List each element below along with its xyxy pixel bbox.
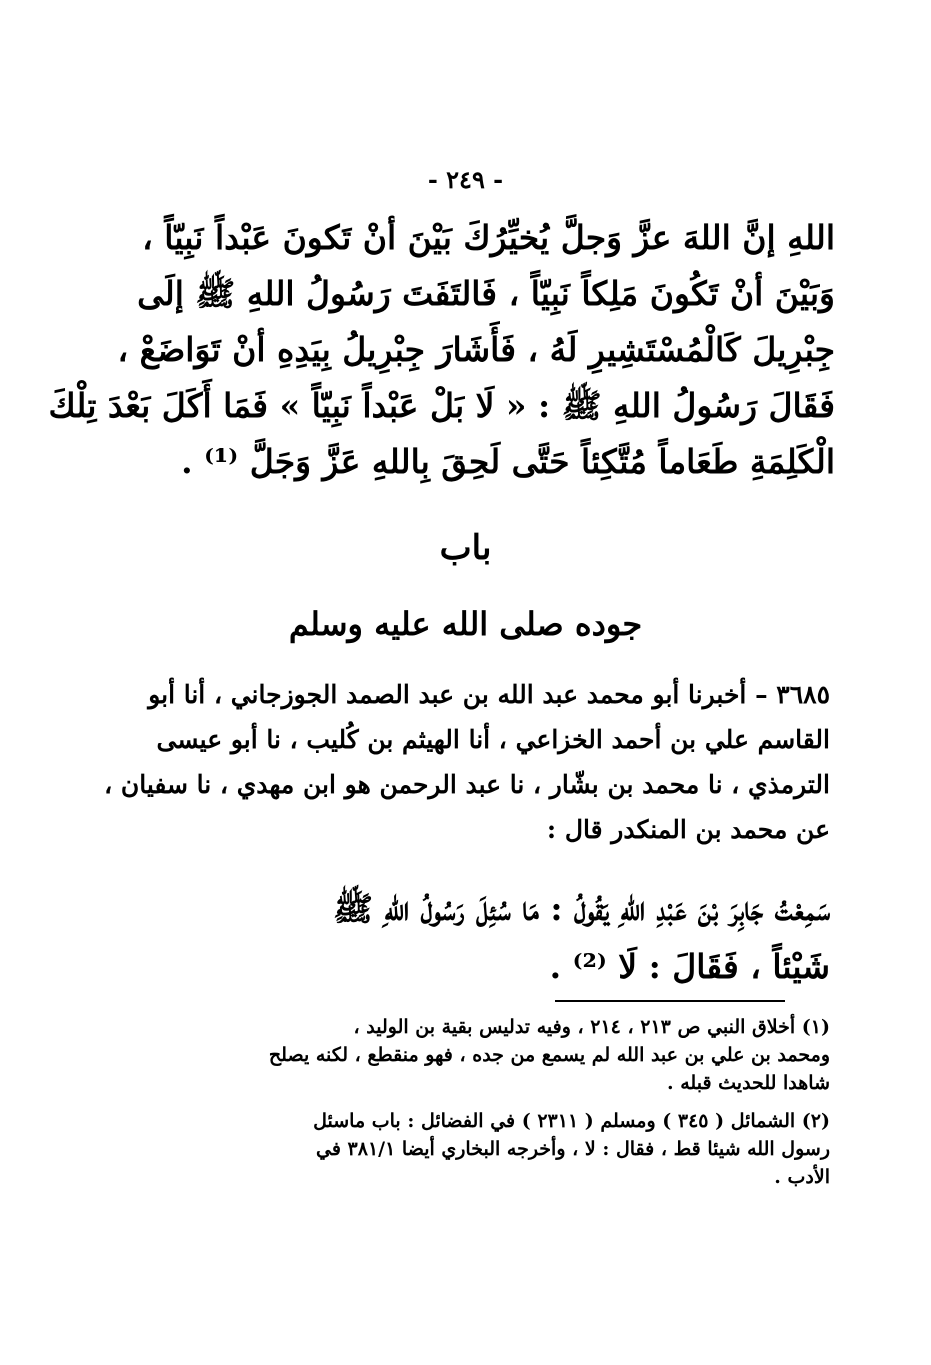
chapter-label: باب: [439, 528, 492, 568]
footnote-line: ومحمد بن علي بن عبد الله لم يسمع من جده ، فهو منقطع ، لكنه يصلح: [268, 1044, 830, 1066]
chapter-heading: جوده صلى الله عليه وسلم: [288, 605, 643, 643]
footnote-separator: [555, 1000, 785, 1002]
hadith-chain-of-narration: [104, 672, 830, 852]
main-text-line: فَقَالَ رَسُولُ اللهِ ﷺ : « لَا بَلْ عَبْداً نَبِيّاً » فَمَا أَكَلَ بَعْدَ تِلْكَ: [48, 386, 835, 425]
isnad-line: ٣٦٨٥ – أخبرنا أبو محمد عبد الله بن عبد الصمد الجوزجاني ، أنا أبو: [148, 680, 830, 709]
footnote-line: (١) أخلاق النبي ص ٢١٣ ، ٢١٤ ، وفيه تدليس بقية بن الوليد ،: [353, 1016, 830, 1038]
footnote-2: [150, 1107, 830, 1191]
hadith-text-line: شَيْئاً ، فَقَالَ : لَا ⁽²⁾ .: [549, 947, 830, 986]
footnote-line: شاهدا للحديث قبله .: [667, 1072, 830, 1094]
footnote-line: رسول الله شيئا قط ، فقال : لا ، وأخرجه البخاري أيضا ٣٨١/١ في: [316, 1138, 830, 1160]
main-text-paragraph: [48, 210, 835, 490]
main-text-line: جِبْرِيلَ كَالْمُسْتَشِيرِ لَهُ ، فَأَشَارَ جِبْرِيلُ بِيَدِهِ أنْ تَوَاضَعْ ،: [117, 330, 835, 369]
isnad-line: الترمذي ، نا محمد بن بشّار ، نا عبد الرحمن هو ابن مهدي ، نا سفيان ،: [104, 770, 830, 799]
hadith-text: [150, 880, 830, 996]
page-number: - ٢٤٩ -: [427, 165, 504, 194]
isnad-line: عن محمد بن المنكدر قال :: [546, 815, 830, 844]
footnote-1: [150, 1013, 830, 1097]
main-text-line: الْكَلِمَةِ طَعَاماً مُتَّكِئاً حَتَّى لَحِقَ بِاللهِ عَزَّ وَجَلَّ ⁽¹⁾ .: [181, 442, 835, 481]
footnote-line: (٢) الشمائل ( ٣٤٥ ) ومسلم ( ٢٣١١ ) في الفضائل : باب ماسئل: [313, 1110, 830, 1132]
isnad-line: القاسم علي بن أحمد الخزاعي ، أنا الهيثم بن كُليب ، نا أبو عيسى: [156, 725, 830, 754]
footnote-line: الأدب .: [774, 1166, 830, 1188]
hadith-text-line: سَمِعْتُ جَابِرَ بْنَ عَبْدِ اللهِ يَقُولُ : مَا سُئِلَ رَسُولُ اللهِ ﷺ: [333, 889, 830, 928]
footnotes: [150, 1013, 830, 1201]
main-text-line: اللهِ إنَّ اللهَ عزَّ وَجلَّ يُخيِّرُكَ بَيْنَ أنْ تَكونَ عَبْداً نَبِيّاً ،: [142, 218, 835, 257]
main-text-line: وَبَيْنَ أنْ تَكُونَ مَلِكاً نَبِيّاً ، فَالتَفَتَ رَسُولُ اللهِ ﷺ إلَى: [137, 274, 835, 313]
